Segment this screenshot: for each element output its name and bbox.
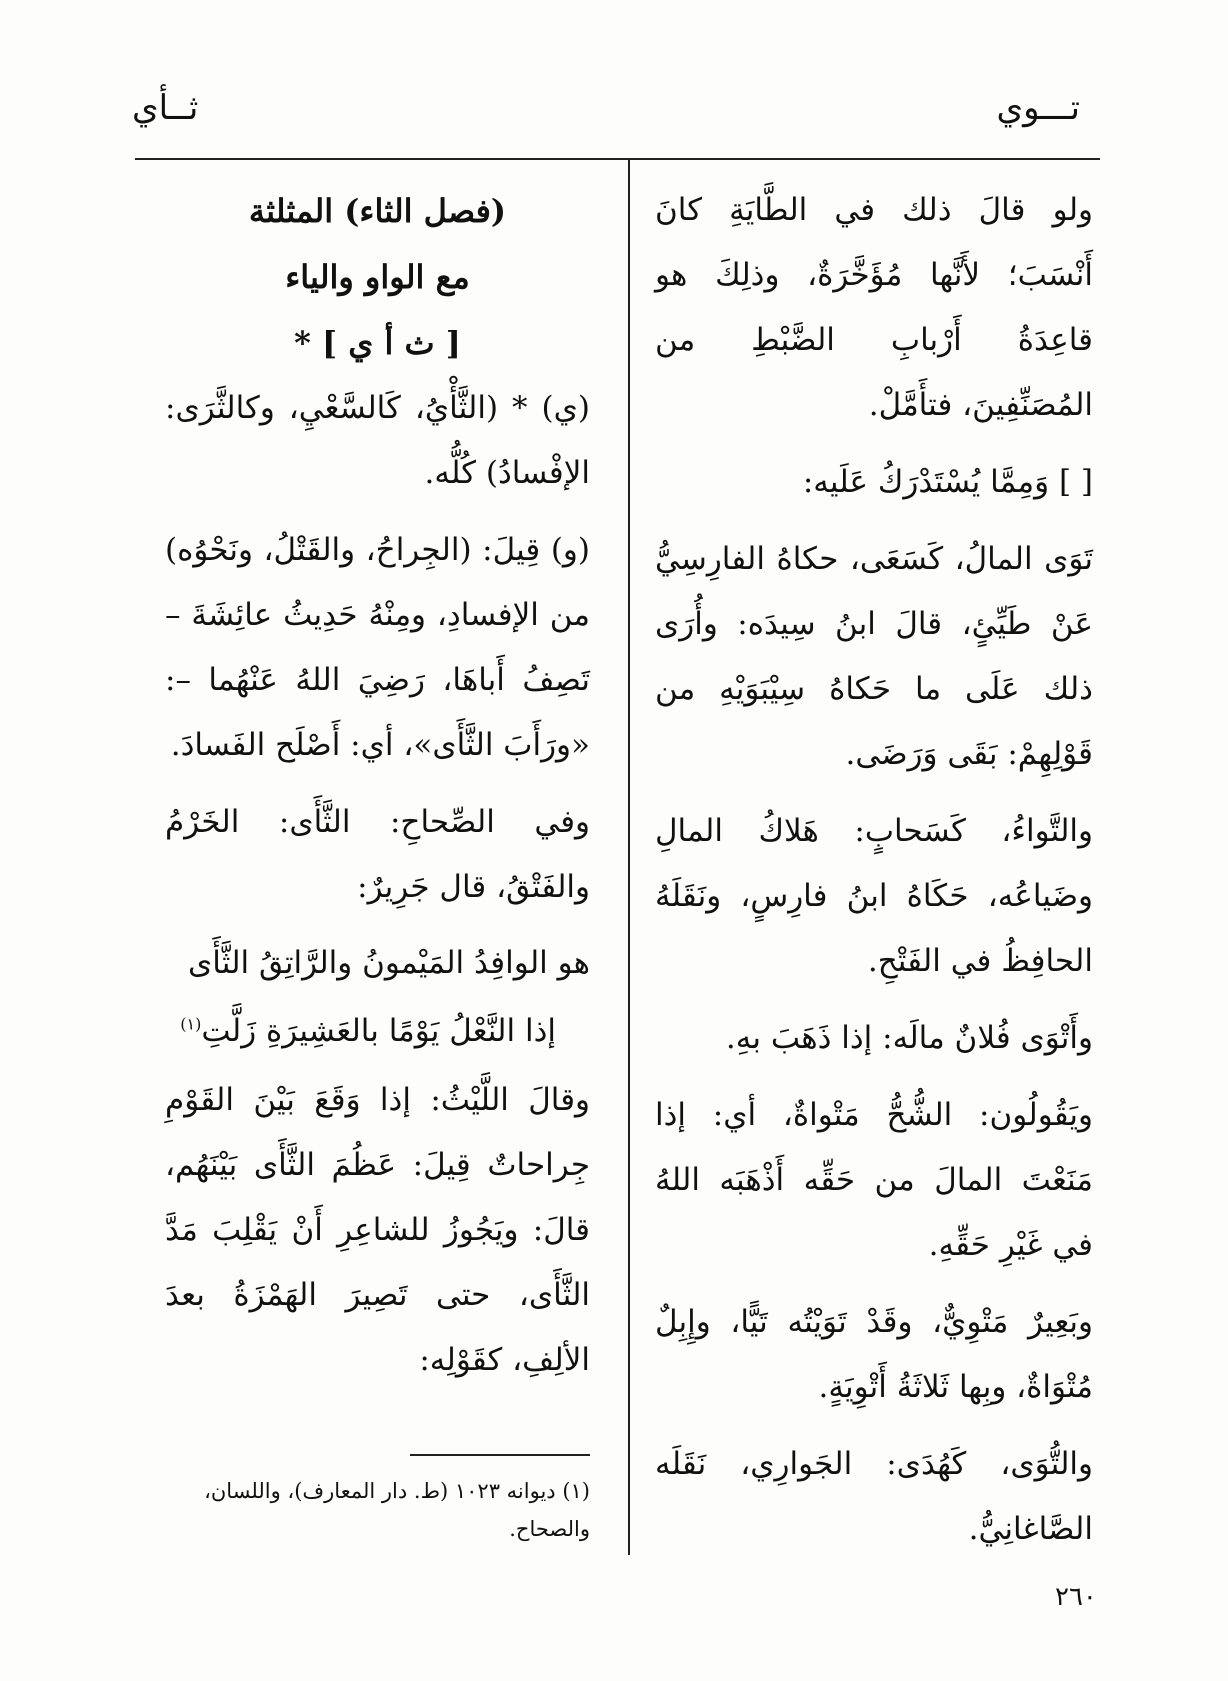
paragraph: (ي) * (الثَّأْيُ، كَالسَّعْيِ، وكالثَّرَى: الإفْسادُ) كُلُّه. bbox=[165, 390, 590, 491]
running-title-left: ثــأي bbox=[132, 88, 199, 128]
column-divider bbox=[628, 160, 630, 1555]
footnote-marker: (١) bbox=[180, 1014, 202, 1034]
paragraph: تَوَى المالُ، كَسَعَى، حكاهُ الفارِسِيُّ عَنْ طَيِّئٍ، قالَ ابنُ سِيدَه: وأُرَى ذلك عَلَى ما حَكاهُ سِيْبَوَيْهِ من قَوْلِهِمْ: بَقَى وَرَضَى. bbox=[655, 541, 1093, 772]
footnote-rule bbox=[410, 1454, 590, 1456]
paragraph: والتَّواءُ، كَسَحابٍ: هَلاكُ المالِ وضَياعُه، حَكَاهُ ابنُ فارِسٍ، ونَقَلَهُ الحافِظُ في الفَتْحِ. bbox=[655, 813, 1093, 979]
paragraph: والتُّوَى، كَهُدَى: الجَوارِي، نَقَلَه الصَّاغانِيُّ. bbox=[655, 1446, 1093, 1547]
paragraph: ويَقُولُون: الشُّحُّ مَتْواةٌ، أي: إذا مَنَعْتَ المالَ من حَقِّه أَذْهَبَه اللهُ في غَيْرِ حَقِّهِ. bbox=[655, 1097, 1093, 1263]
left-column bbox=[165, 178, 590, 1405]
verse-text: إذا النَّعْلُ يَوْمًا بالعَشِيرَةِ زَلَّتِ bbox=[201, 1013, 556, 1049]
entry-root-heading: [ ث أ ي ] * bbox=[294, 324, 461, 362]
paragraph: وبَعِيرٌ مَتْوِيٌّ، وقَدْ تَوَيْتُه تَيًّا، وإِبِلٌ مُتْوَاةٌ، وبِها ثَلاثَةُ أَتْوِيَةٍ. bbox=[655, 1304, 1093, 1405]
running-title-right: تـــوي bbox=[996, 88, 1080, 128]
paragraph: وفي الصِّحاحِ: الثَّأَى: الخَرْمُ والفَتْقُ، قال جَرِيرٌ: bbox=[165, 804, 590, 905]
paragraph: وأَتْوَى فُلانٌ مالَه: إذا ذَهَبَ بهِ. bbox=[725, 1020, 1093, 1056]
right-column bbox=[655, 178, 1093, 1574]
section-subheading: مع الواو والياء bbox=[285, 258, 470, 296]
section-heading: (فصل الثاء) المثلثة bbox=[248, 192, 507, 230]
verse-line bbox=[165, 1000, 590, 1062]
paragraph: ولو قالَ ذلك في الطَّايَةِ كانَ أَنْسَبَ؛ لأَنَّها مُؤَخَّرَةٌ، وذلِكَ هو قاعِدَةُ أَرْبابِ الضَّبْطِ من المُصَنِّفِينَ، فتأَمَّلْ. bbox=[655, 192, 1093, 423]
page-number: ٢٦٠ bbox=[1055, 1582, 1097, 1612]
verse-line: هو الوافِدُ المَيْمونُ والرَّاتِقُ الثَّأَى bbox=[188, 945, 590, 981]
footnote: (١) ديوانه ١٠٢٣ (ط. دار المعارف)، واللسان، والصحاح. bbox=[204, 1479, 590, 1541]
paragraph: وقالَ اللَّيْثُ: إذا وَقَعَ بَيْنَ القَوْمِ جِراحاتٌ قِيلَ: عَظُمَ الثَّأَى بَيْنَهُم، قالَ: ويَجُوزُ للشاعِرِ أَنْ يَقْلِبَ مَدَّ الثَّأَى، حتى تَصِيرَ الهَمْزَةُ بعدَ الألِفِ، كقَوْلِه: bbox=[165, 1082, 590, 1378]
header-rule bbox=[135, 158, 1100, 160]
paragraph: [ ] وَمِمَّا يُسْتَدْرَكُ عَلَيه: bbox=[802, 464, 1093, 500]
paragraph: (و) قِيلَ: (الجِراحُ، والقَتْلُ، ونَحْوُه) من الإفسادِ، ومِنْهُ حَدِيثُ عائِشَةَ – تَصِفُ أَباهَا، رَضِيَ اللهُ عَنْهُما –: «ورَأَبَ الثَّأَى»، أي: أَصْلَح الفَسادَ. bbox=[165, 532, 590, 763]
